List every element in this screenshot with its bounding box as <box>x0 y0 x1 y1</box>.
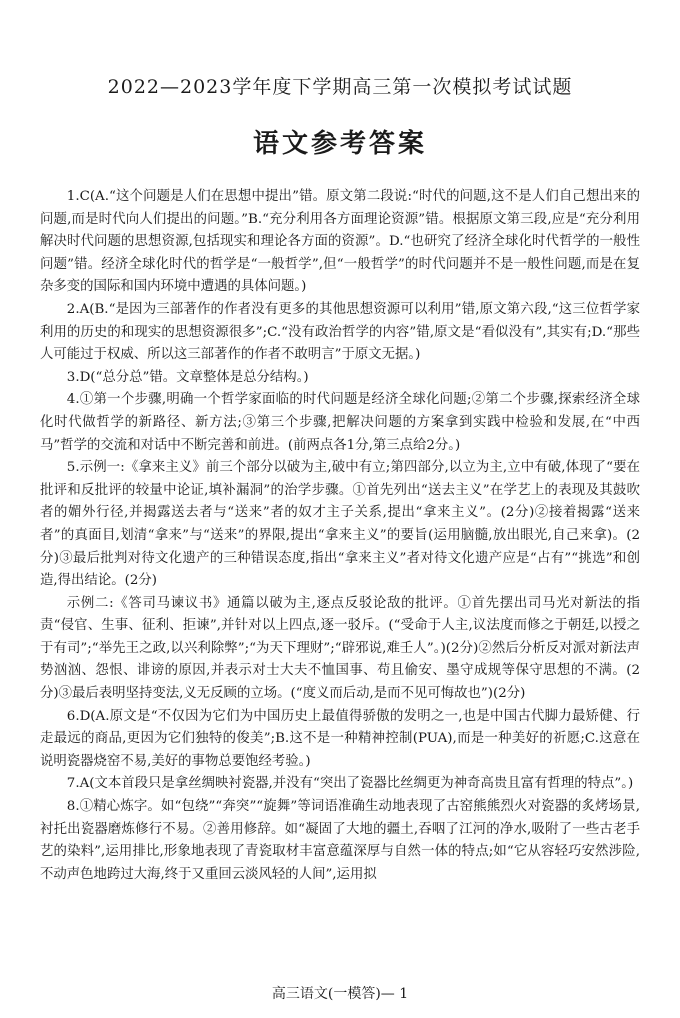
answer-paragraph-2: 2.A(B.“是因为三部著作的作者没有更多的其他思想资源可以利用”错,原文第六段,“这三位哲学家利用的历史的和现实的思想资源很多”;C.“没有政治哲学的内容”错,原文是“看似没有”,其实有;D.“那些人可能过于权威、所以这三部著作的作者不敢明言”于原文无据。) <box>40 301 640 363</box>
document-title: 语文参考答案 <box>252 129 427 159</box>
answer-paragraph-8: 8.①精心炼字。如“包绕”“奔突”“旋舞”等词语准确生动地表现了古窑熊熊烈火对瓷器的炙烤场景,衬托出瓷器磨炼修行不易。②善用修辞。如“凝固了大地的疆土,吞咽了江河的净水,吸附了一些古老手艺的染料”,运用排比,形象地表现了青瓷取材丰富意蕴深厚与自然一体的特点;如“它从容轻巧安然涉险,不动声色地跨过大海,终于又重回云淡风轻的人间”,运用拟 <box>40 799 640 882</box>
answer-paragraph-5: 5.示例一:《拿来主义》前三个部分以破为主,破中有立;第四部分,以立为主,立中有破,体现了“要在批评和反批评的较量中论证,填补漏洞”的治学步骤。①首先列出“送去主义”在学艺上的表现及其鼓吹者的媚外行径,并揭露送去者与“送来”者的奴才主子关系,提出“拿来主义”。(2分)②接着揭露“送来者”的真面目,划清“拿来”与“送来”的界限,提出“拿来主义”的要旨(运用脑髓,放出眼光,自己来拿)。(2分)③最后批判对待文化遗产的三种错误态度,指出“拿来主义”者对待文化遗产应是“占有”“挑选”和创造,得出结论。(2分) <box>40 460 640 589</box>
answer-paragraph-7: 7.A(文本首段只是拿丝绸映衬瓷器,并没有“突出了瓷器比丝绸更为神奇高贵且富有哲理的特点”。) <box>66 776 634 792</box>
answer-paragraph-1: 1.C(A.“这个问题是人们在思想中提出”错。原文第二段说:“时代的问题,这不是人们自己想出来的问题,而是时代向人们提出的问题。”B.“充分利用各方面理论资源”错。根据原文第三段,应是“充分利用解决时代问题的思想资源,包括现实和理论各方面的资源”。D.“也研究了经济全球化时代哲学的一般性问题”错。经济全球化时代的哲学是“一般哲学”,但“一般哲学”的时代问题并不是一般性问题,而是在复杂多变的国际和国内环境中遭遇的具体问题。) <box>40 189 640 295</box>
exam-title: 2022—2023学年度下学期高三第一次模拟考试试题 <box>107 76 573 98</box>
answer-paragraph-3: 3.D(“总分总”错。文章整体是总分结构。) <box>66 369 309 385</box>
answer-paragraph-6: 6.D(A.原文是“不仅因为它们为中国历史上最值得骄傲的发明之一,也是中国古代脚力最矫健、行走最远的商品,更因为它们独特的俊美”;B.这不是一种精神控制(PUA),而是一种美好的祈愿;C.这意在说明瓷器烧窑不易,美好的事物总要饱经考验。) <box>40 708 640 769</box>
answer-content <box>40 186 640 886</box>
page-footer: 高三语文(一模答)— 1 <box>271 986 409 1002</box>
answer-paragraph-4: 4.①第一个步骤,明确一个哲学家面临的时代问题是经济全球化问题;②第二个步骤,探索经济全球化时代做哲学的新路径、新方法;③第三个步骤,把解决问题的方案拿到实践中检验和发展,在“中西马”哲学的交流和对话中不断完善和前进。(前两点各1分,第三点给2分。) <box>40 392 640 453</box>
answer-paragraph-5-example-2: 示例二:《答司马谏议书》通篇以破为主,逐点反驳论敌的批评。①首先摆出司马光对新法的指责“侵官、生事、征利、拒谏”,并针对以上四点,逐一驳斥。(“受命于人主,议法度而修之于朝廷,以授之于有司”;“举先王之政,以兴利除弊”;“为天下理财”;“辟邪说,难壬人”。)(2分)②然后分析反对派对新法声势汹汹、怨恨、诽谤的原因,并表示对士大夫不恤国事、苟且偷安、墨守成规等保守思想的不满。(2分)③最后表明坚持变法,义无反顾的立场。(“度义而后动,是而不见可悔故也”)(2分) <box>40 595 640 702</box>
